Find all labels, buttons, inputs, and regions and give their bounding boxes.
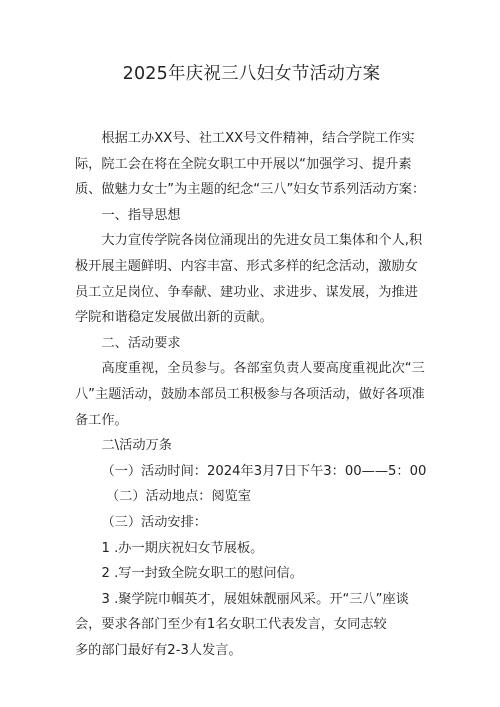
activity-place: （二）活动地点：阅览室	[106, 489, 252, 505]
arrangement-item-3: 3 .聚学院巾帼英才，展姐妹靓丽风采。开“三八”座谈会，要求各部门至少有1名女职工代表发言，女同志较	[75, 591, 409, 633]
section-heading-activity-requirements: 二、活动要求	[101, 335, 181, 351]
activity-arrangement-heading: （三）活动安排：	[101, 514, 207, 530]
arrangement-item-2: 2 .写一封致全院女职工的慰问信。	[101, 566, 303, 582]
activity-requirements-paragraph: 高度重视，全员参与。各部室负责人要高度重视此次“三八”主题活动，鼓励本部员工积极参与各项活动，做好各项准备工作。	[75, 361, 425, 428]
arrangement-item-3-continued: 多的部门最好有2-3人发言。	[75, 642, 242, 658]
arrangement-item-1: 1 .办一期庆祝妇女节展板。	[101, 540, 264, 556]
guiding-ideology-paragraph: 大力宣传学院各岗位涌现出的先进女员工集体和个人,积极开展主题鲜明、内容丰富、形式多样的纪念活动，激励女员工立足岗位、争奉献、建功业、求进步、谋发展，为推进学院和谐稳定发展做出新的贡献。	[75, 233, 423, 326]
document-body	[75, 126, 428, 663]
section-heading-guiding-ideology: 一、指导思想	[101, 207, 181, 223]
document-title: 2025年庆祝三八妇女节活动方案	[122, 64, 381, 84]
intro-paragraph: 根据工办XX号、社工XX号文件精神，结合学院工作实际，院工会在将在全院女职工中开展以“加强学习、提升素质、做魅力女士”为主题的纪念“三八”妇女节系列活动方案：	[75, 131, 426, 198]
activity-time: （一）活动时间：2024年3月7日下午3：00——5：00	[101, 463, 427, 479]
section-heading-activity-plan: 二\活动万条	[101, 438, 172, 454]
